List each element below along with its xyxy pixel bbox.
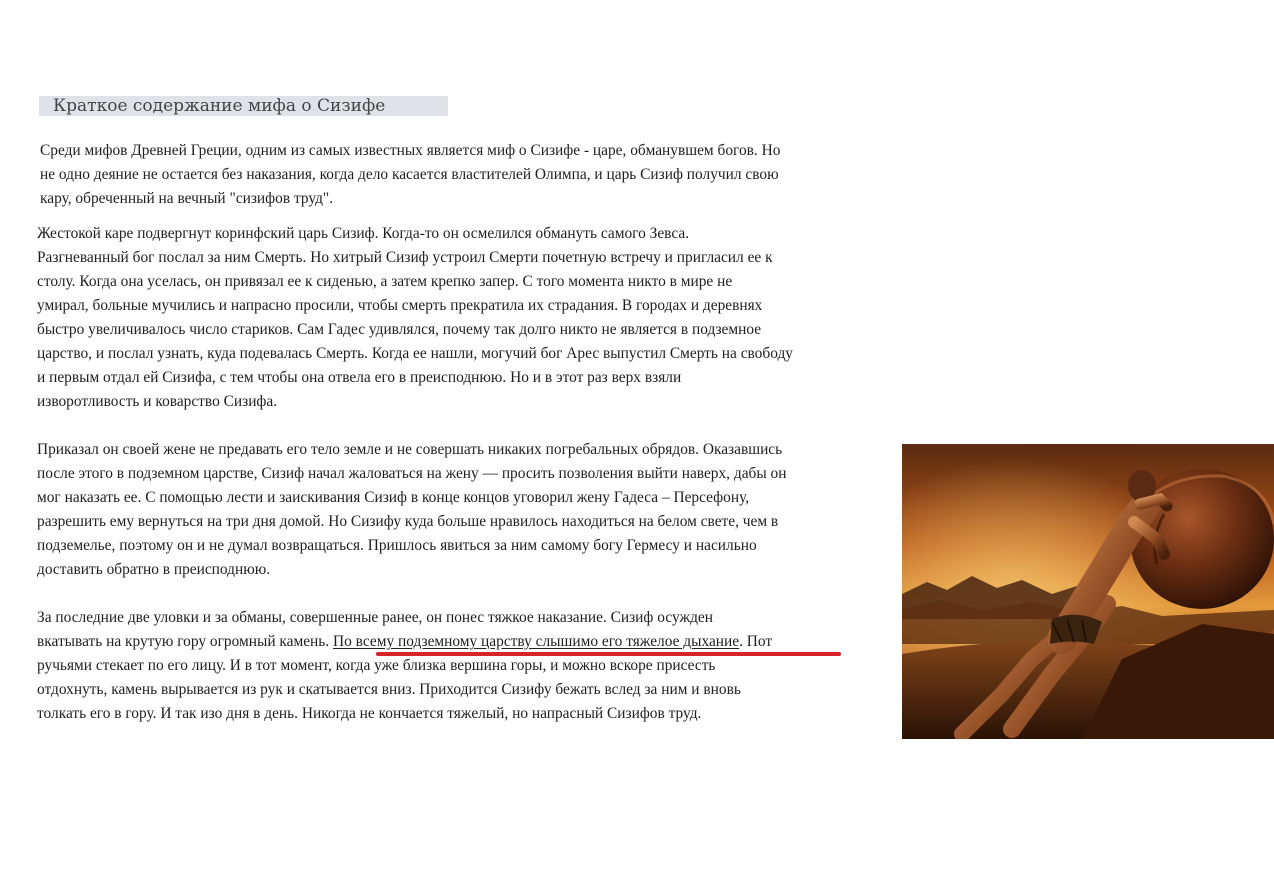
- paragraph-line: За последние две уловки и за обманы, совершенные ранее, он понес тяжкое наказание. Сизиф осужден: [37, 609, 713, 626]
- intro-line: не одно деяние не остается без наказания, когда дело касается властителей Олимпа, и царь Сизиф получил свою: [40, 166, 779, 183]
- paragraph-line: после этого в подземном царстве, Сизиф начал жаловаться на жену — просить позволения выйти наверх, дабы он: [37, 465, 787, 482]
- paragraph-line: умирал, больные мучились и напрасно просили, чтобы смерть прекратила их страдания. В городах и деревнях: [37, 297, 763, 314]
- paragraph-persephone: [37, 438, 787, 582]
- paragraph-line: Разгневанный бог послал за ним Смерть. Но хитрый Сизиф устроил Смерти почетную встречу и пригласил ее к: [37, 249, 773, 266]
- paragraph-line: и первым отдал ей Сизифа, с тем чтобы она отвела его в преисподнюю. Но и в этот раз верх взяли: [37, 369, 682, 386]
- intro-line: кару, обреченный на вечный "сизифов труд".: [40, 190, 334, 207]
- paragraph-line: разрешить ему вернуться на три дня домой. Но Сизифу куда больше нравилось находиться на белом свете, чем в: [37, 513, 779, 530]
- paragraph-line: изворотливость и коварство Сизифа.: [37, 393, 278, 410]
- red-underline-mark: [376, 652, 841, 656]
- paragraph-line: отдохнуть, камень вырывается из рук и скатывается вниз. Приходится Сизифу бежать вслед за ним и вновь: [37, 681, 741, 698]
- paragraph-punishment: [37, 606, 772, 726]
- paragraph-line: быстро увеличивалось число стариков. Сам Гадес удивлялся, почему так долго никто не является в подземное: [37, 321, 762, 338]
- paragraph-line: мог наказать ее. С помощью лести и заискивания Сизиф в конце концов уговорил жену Гадеса – Персефону,: [37, 489, 750, 506]
- paragraph-line: подземелье, поэтому он и не думал возвращаться. Пришлось явиться за ним самому богу Гермесу и насильно: [37, 537, 757, 554]
- sisyphus-painting-svg: [902, 444, 1274, 739]
- intro-paragraph: [40, 139, 780, 211]
- paragraph-line-with-highlight: [37, 630, 772, 654]
- paragraph-line: столу. Когда она уселась, он привязал ее к сиденью, а затем крепко запер. С того момента никто в мире не: [37, 273, 733, 290]
- paragraph-line: ручьями стекает по его лицу. И в тот момент, когда уже близка вершина горы, и можно вскоре присесть: [37, 657, 716, 674]
- paragraph-line: царство, и послал узнать, куда подевалась Смерть. Когда ее нашли, могучий бог Арес выпустил Смерть на свободу: [37, 345, 793, 362]
- sisyphus-painting: [902, 444, 1274, 739]
- paragraph-death-trick: [37, 222, 793, 414]
- paragraph-line: Жестокой каре подвергнут коринфский царь Сизиф. Когда-то он осмелился обмануть самого Зевса.: [37, 225, 690, 242]
- text-fragment: вкатывать на крутую гору огромный камень.: [37, 633, 334, 650]
- text-fragment: . Пот: [739, 633, 773, 650]
- paragraph-line: толкать его в гору. И так изо дня в день. Никогда не кончается тяжелый, но напрасный Сизифов труд.: [37, 705, 702, 722]
- page-title: Краткое содержание мифа о Сизифе: [53, 96, 386, 116]
- paragraph-line: Приказал он своей жене не предавать его тело земле и не совершать никаких погребальных обрядов. Оказавшись: [37, 441, 783, 458]
- intro-line: Среди мифов Древней Греции, одним из самых известных является миф о Сизифе - царе, обманувшем богов. Но: [40, 142, 781, 159]
- paragraph-line: доставить обратно в преисподнюю.: [37, 561, 271, 578]
- highlighted-phrase: По всему подземному царству слышимо его тяжелое дыхание: [333, 633, 740, 650]
